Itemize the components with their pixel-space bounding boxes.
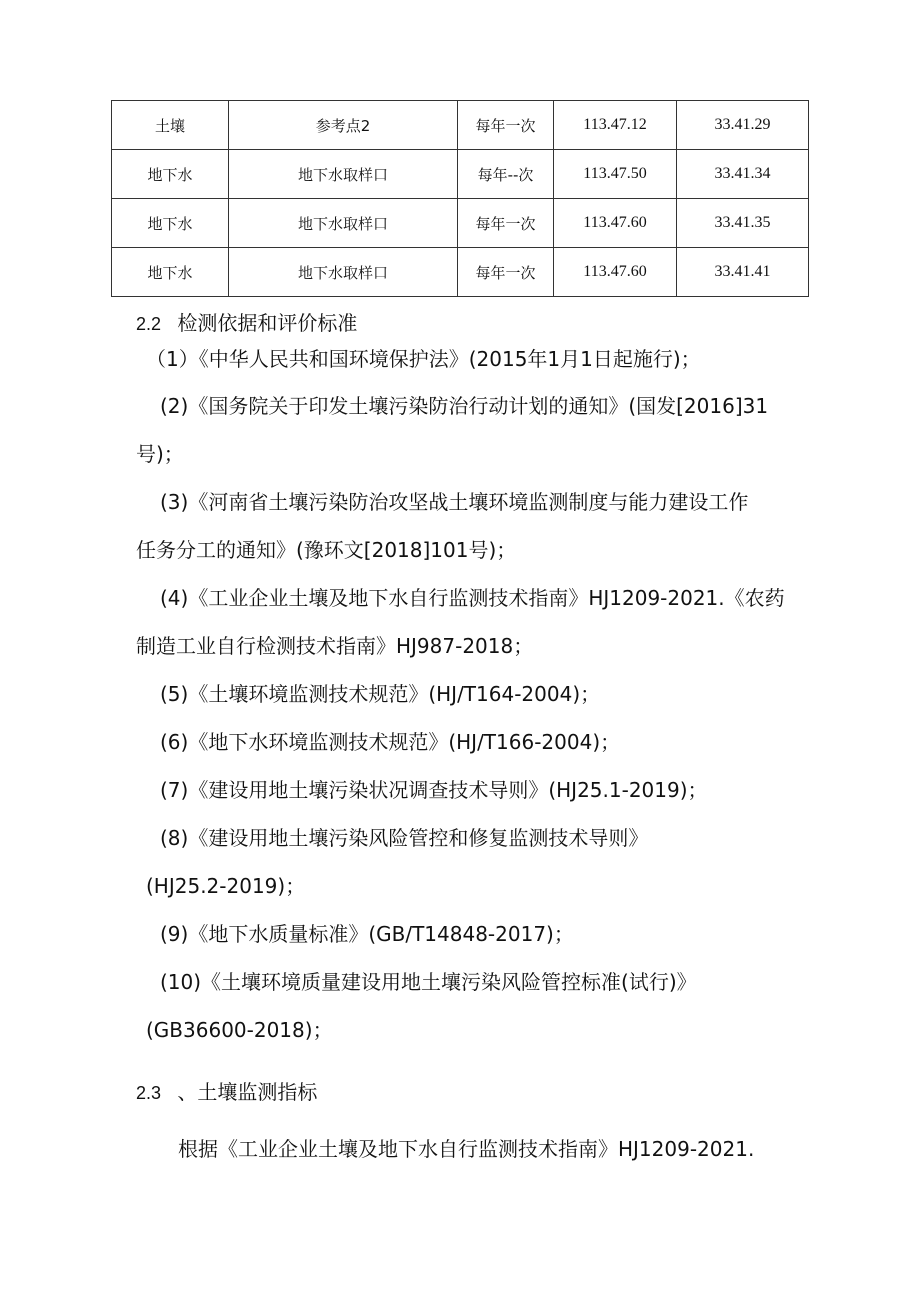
latitude-cell: 33.41.29 [677,101,809,150]
section-number: 2.3 [136,1083,162,1103]
medium-cell: 地下水 [112,199,229,248]
medium-cell: 地下水 [112,150,229,199]
frequency-cell: 每年一次 [458,199,554,248]
reference-item-10-cont: (GB36600-2018)； [146,1018,333,1042]
location-cell: 地下水取样口 [229,248,458,297]
reference-item-4: (4)《工业企业土壤及地下水自行监测技术指南》HJ1209-2021.《农药 [160,586,785,610]
section-title: 、土壤监测指标 [177,1080,318,1104]
medium-cell: 土壤 [112,101,229,150]
table-row [112,101,809,150]
monitoring-points-table [111,100,809,297]
longitude-cell: 113.47.60 [554,199,677,248]
closing-paragraph: 根据《工业企业土壤及地下水自行监测技术指南》HJ1209-2021. [178,1137,755,1161]
longitude-cell: 113.47.60 [554,248,677,297]
table-row [112,199,809,248]
reference-item-5: (5)《土壤环境监测技术规范》(HJ/T164-2004)； [160,682,601,706]
latitude-cell: 33.41.41 [677,248,809,297]
frequency-cell: 每年一次 [458,248,554,297]
reference-item-2: (2)《国务院关于印发土壤污染防治行动计划的通知》(国发[2016]31 [160,394,769,418]
location-cell: 地下水取样口 [229,199,458,248]
reference-item-3: (3)《河南省土壤污染防治攻坚战土壤环境监测制度与能力建设工作 [160,490,749,514]
section-2-3-heading [136,1079,317,1106]
reference-item-7: (7)《建设用地土壤污染状况调查技术导则》(HJ25.1-2019)； [160,778,708,802]
table-row [112,248,809,297]
medium-cell: 地下水 [112,248,229,297]
latitude-cell: 33.41.35 [677,199,809,248]
reference-item-3-cont: 任务分工的通知》(豫环文[2018]101号)； [136,538,517,562]
reference-item-9: (9)《地下水质量标准》(GB/T14848-2017)； [160,922,574,946]
frequency-cell: 每年--次 [458,150,554,199]
latitude-cell: 33.41.34 [677,150,809,199]
frequency-cell: 每年一次 [458,101,554,150]
section-number: 2.2 [136,314,162,334]
location-cell: 参考点2 [229,101,458,150]
reference-item-4-cont: 制造工业自行检测技术指南》HJ987-2018； [136,634,534,658]
section-title: 检测依据和评价标准 [177,311,358,335]
reference-item-8: (8)《建设用地土壤污染风险管控和修复监测技术导则》 [160,826,649,850]
location-cell: 地下水取样口 [229,150,458,199]
reference-item-10: (10)《土壤环境质量建设用地土壤污染风险管控标准(试行)》 [160,970,697,994]
reference-item-2-cont: 号)； [136,442,184,466]
table-row [112,150,809,199]
longitude-cell: 113.47.12 [554,101,677,150]
reference-item-6: (6)《地下水环境监测技术规范》(HJ/T166-2004)； [160,730,621,754]
reference-item-1: （1）《中华人民共和国环境保护法》(2015年1月1日起施行)； [146,347,701,371]
reference-item-8-cont: (HJ25.2-2019)； [146,874,306,898]
longitude-cell: 113.47.50 [554,150,677,199]
section-2-2-heading [136,310,357,337]
